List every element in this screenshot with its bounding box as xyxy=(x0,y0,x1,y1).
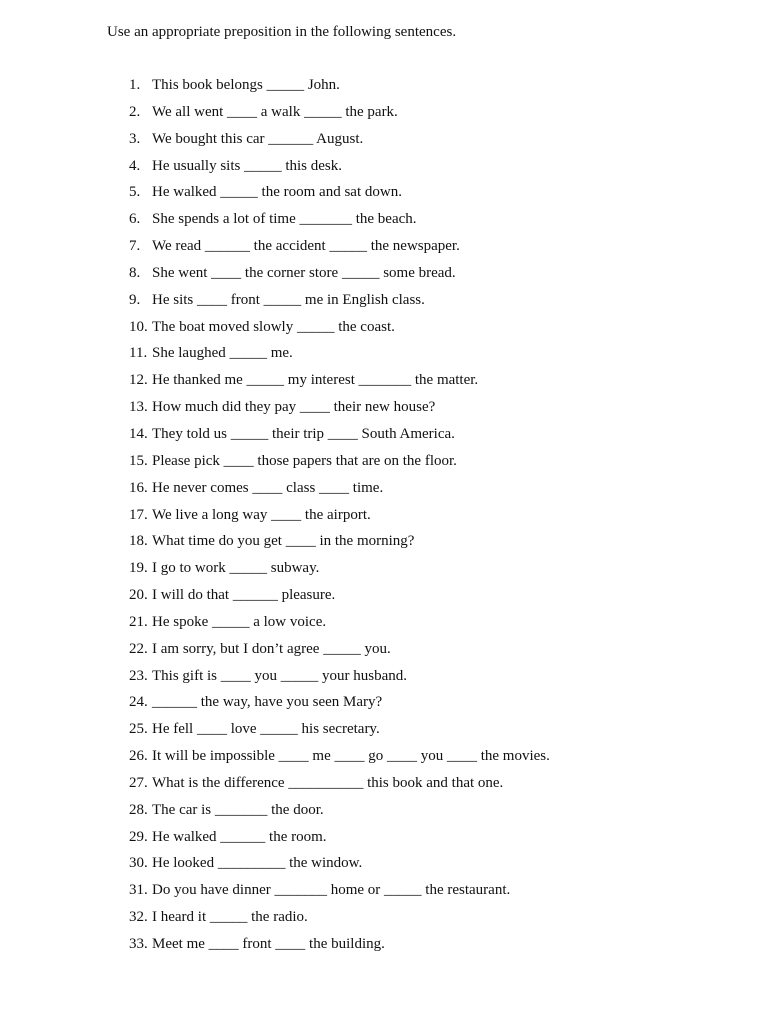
question-item xyxy=(129,747,550,774)
question-text: She laughed _____ me. xyxy=(152,345,293,362)
question-text: We bought this car ______ August. xyxy=(152,130,364,147)
question-number: 26. xyxy=(129,748,148,765)
question-text: He walked ______ the room. xyxy=(152,828,327,845)
question-number: 21. xyxy=(129,613,148,630)
question-text: How much did they pay ____ their new house? xyxy=(152,399,436,416)
question-item xyxy=(129,291,550,318)
question-text: Do you have dinner _______ home or _____ the restaurant. xyxy=(152,882,511,899)
question-number: 1. xyxy=(129,77,141,93)
question-item xyxy=(129,801,550,828)
question-number: 14. xyxy=(129,425,148,442)
question-item xyxy=(129,720,550,747)
question-number: 19. xyxy=(129,560,148,577)
question-text: The car is _______ the door. xyxy=(152,801,324,818)
question-item xyxy=(129,371,550,398)
question-text: We all went ____ a walk _____ the park. xyxy=(152,103,398,120)
question-item xyxy=(129,935,550,962)
question-text: He walked _____ the room and sat down. xyxy=(152,184,402,201)
question-text: He sits ____ front _____ me in English class. xyxy=(152,291,425,308)
question-item xyxy=(129,344,550,371)
question-item xyxy=(129,425,550,452)
question-item xyxy=(129,828,550,855)
question-number: 12. xyxy=(129,372,148,389)
question-number: 15. xyxy=(129,452,148,469)
question-number: 25. xyxy=(129,721,148,738)
question-item xyxy=(129,586,550,613)
question-number: 27. xyxy=(129,774,148,791)
question-text: I am sorry, but I don’t agree _____ you. xyxy=(152,640,391,657)
question-item xyxy=(129,452,550,479)
question-number: 22. xyxy=(129,640,148,657)
question-text: They told us _____ their trip ____ South America. xyxy=(152,425,455,442)
question-item xyxy=(129,613,550,640)
question-number: 33. xyxy=(129,936,148,952)
question-text: We live a long way ____ the airport. xyxy=(152,506,371,523)
question-item xyxy=(129,264,550,291)
question-number: 16. xyxy=(129,479,148,496)
question-text: I go to work _____ subway. xyxy=(152,560,320,577)
question-number: 8. xyxy=(129,264,141,281)
question-text: She spends a lot of time _______ the beach. xyxy=(152,211,417,228)
question-item xyxy=(129,183,550,210)
question-list xyxy=(129,76,550,962)
question-text: This book belongs _____ John. xyxy=(152,77,340,93)
question-item xyxy=(129,479,550,506)
question-text: He never comes ____ class ____ time. xyxy=(152,479,384,496)
question-text: I will do that ______ pleasure. xyxy=(152,587,336,604)
question-number: 5. xyxy=(129,184,141,201)
question-item xyxy=(129,693,550,720)
question-item xyxy=(129,532,550,559)
question-number: 7. xyxy=(129,238,141,255)
question-number: 13. xyxy=(129,399,148,416)
question-text: Meet me ____ front ____ the building. xyxy=(152,936,385,952)
question-number: 30. xyxy=(129,855,148,872)
question-text: Please pick ____ those papers that are on the floor. xyxy=(152,452,457,469)
question-number: 4. xyxy=(129,157,141,174)
question-text: ______ the way, have you seen Mary? xyxy=(152,694,383,711)
question-number: 18. xyxy=(129,533,148,550)
question-text: She went ____ the corner store _____ some bread. xyxy=(152,264,456,281)
instruction-text: Use an appropriate preposition in the following sentences. xyxy=(107,24,457,40)
question-item xyxy=(129,667,550,694)
question-item xyxy=(129,130,550,157)
question-item xyxy=(129,774,550,801)
question-number: 29. xyxy=(129,828,148,845)
question-number: 6. xyxy=(129,211,141,228)
question-text: He fell ____ love _____ his secretary. xyxy=(152,721,380,738)
question-item xyxy=(129,398,550,425)
question-text: What time do you get ____ in the morning? xyxy=(152,533,415,550)
question-number: 31. xyxy=(129,882,148,899)
question-item xyxy=(129,559,550,586)
question-number: 9. xyxy=(129,291,141,308)
question-number: 11. xyxy=(129,345,148,362)
question-text: He usually sits _____ this desk. xyxy=(152,157,342,174)
question-item xyxy=(129,854,550,881)
question-text: It will be impossible ____ me ____ go ____ you ____ the movies. xyxy=(152,748,550,765)
question-item xyxy=(129,237,550,264)
question-item xyxy=(129,76,550,103)
question-text: I heard it _____ the radio. xyxy=(152,909,308,926)
question-text: He looked _________ the window. xyxy=(152,855,363,872)
question-number: 32. xyxy=(129,909,148,926)
question-text: He spoke _____ a low voice. xyxy=(152,613,327,630)
question-text: The boat moved slowly _____ the coast. xyxy=(152,318,395,335)
question-item xyxy=(129,157,550,184)
question-text: This gift is ____ you _____ your husband. xyxy=(152,667,407,684)
question-text: What is the difference __________ this book and that one. xyxy=(152,774,504,791)
question-item xyxy=(129,103,550,130)
question-item xyxy=(129,210,550,237)
question-text: He thanked me _____ my interest _______ the matter. xyxy=(152,372,479,389)
question-number: 28. xyxy=(129,801,148,818)
question-item xyxy=(129,908,550,935)
question-number: 2. xyxy=(129,103,141,120)
question-item xyxy=(129,506,550,533)
question-text: We read ______ the accident _____ the newspaper. xyxy=(152,238,460,255)
question-number: 24. xyxy=(129,694,148,711)
question-number: 20. xyxy=(129,587,148,604)
question-item xyxy=(129,318,550,345)
question-number: 17. xyxy=(129,506,148,523)
question-number: 23. xyxy=(129,667,148,684)
question-item xyxy=(129,881,550,908)
question-number: 3. xyxy=(129,130,141,147)
question-number: 10. xyxy=(129,318,148,335)
question-item xyxy=(129,640,550,667)
